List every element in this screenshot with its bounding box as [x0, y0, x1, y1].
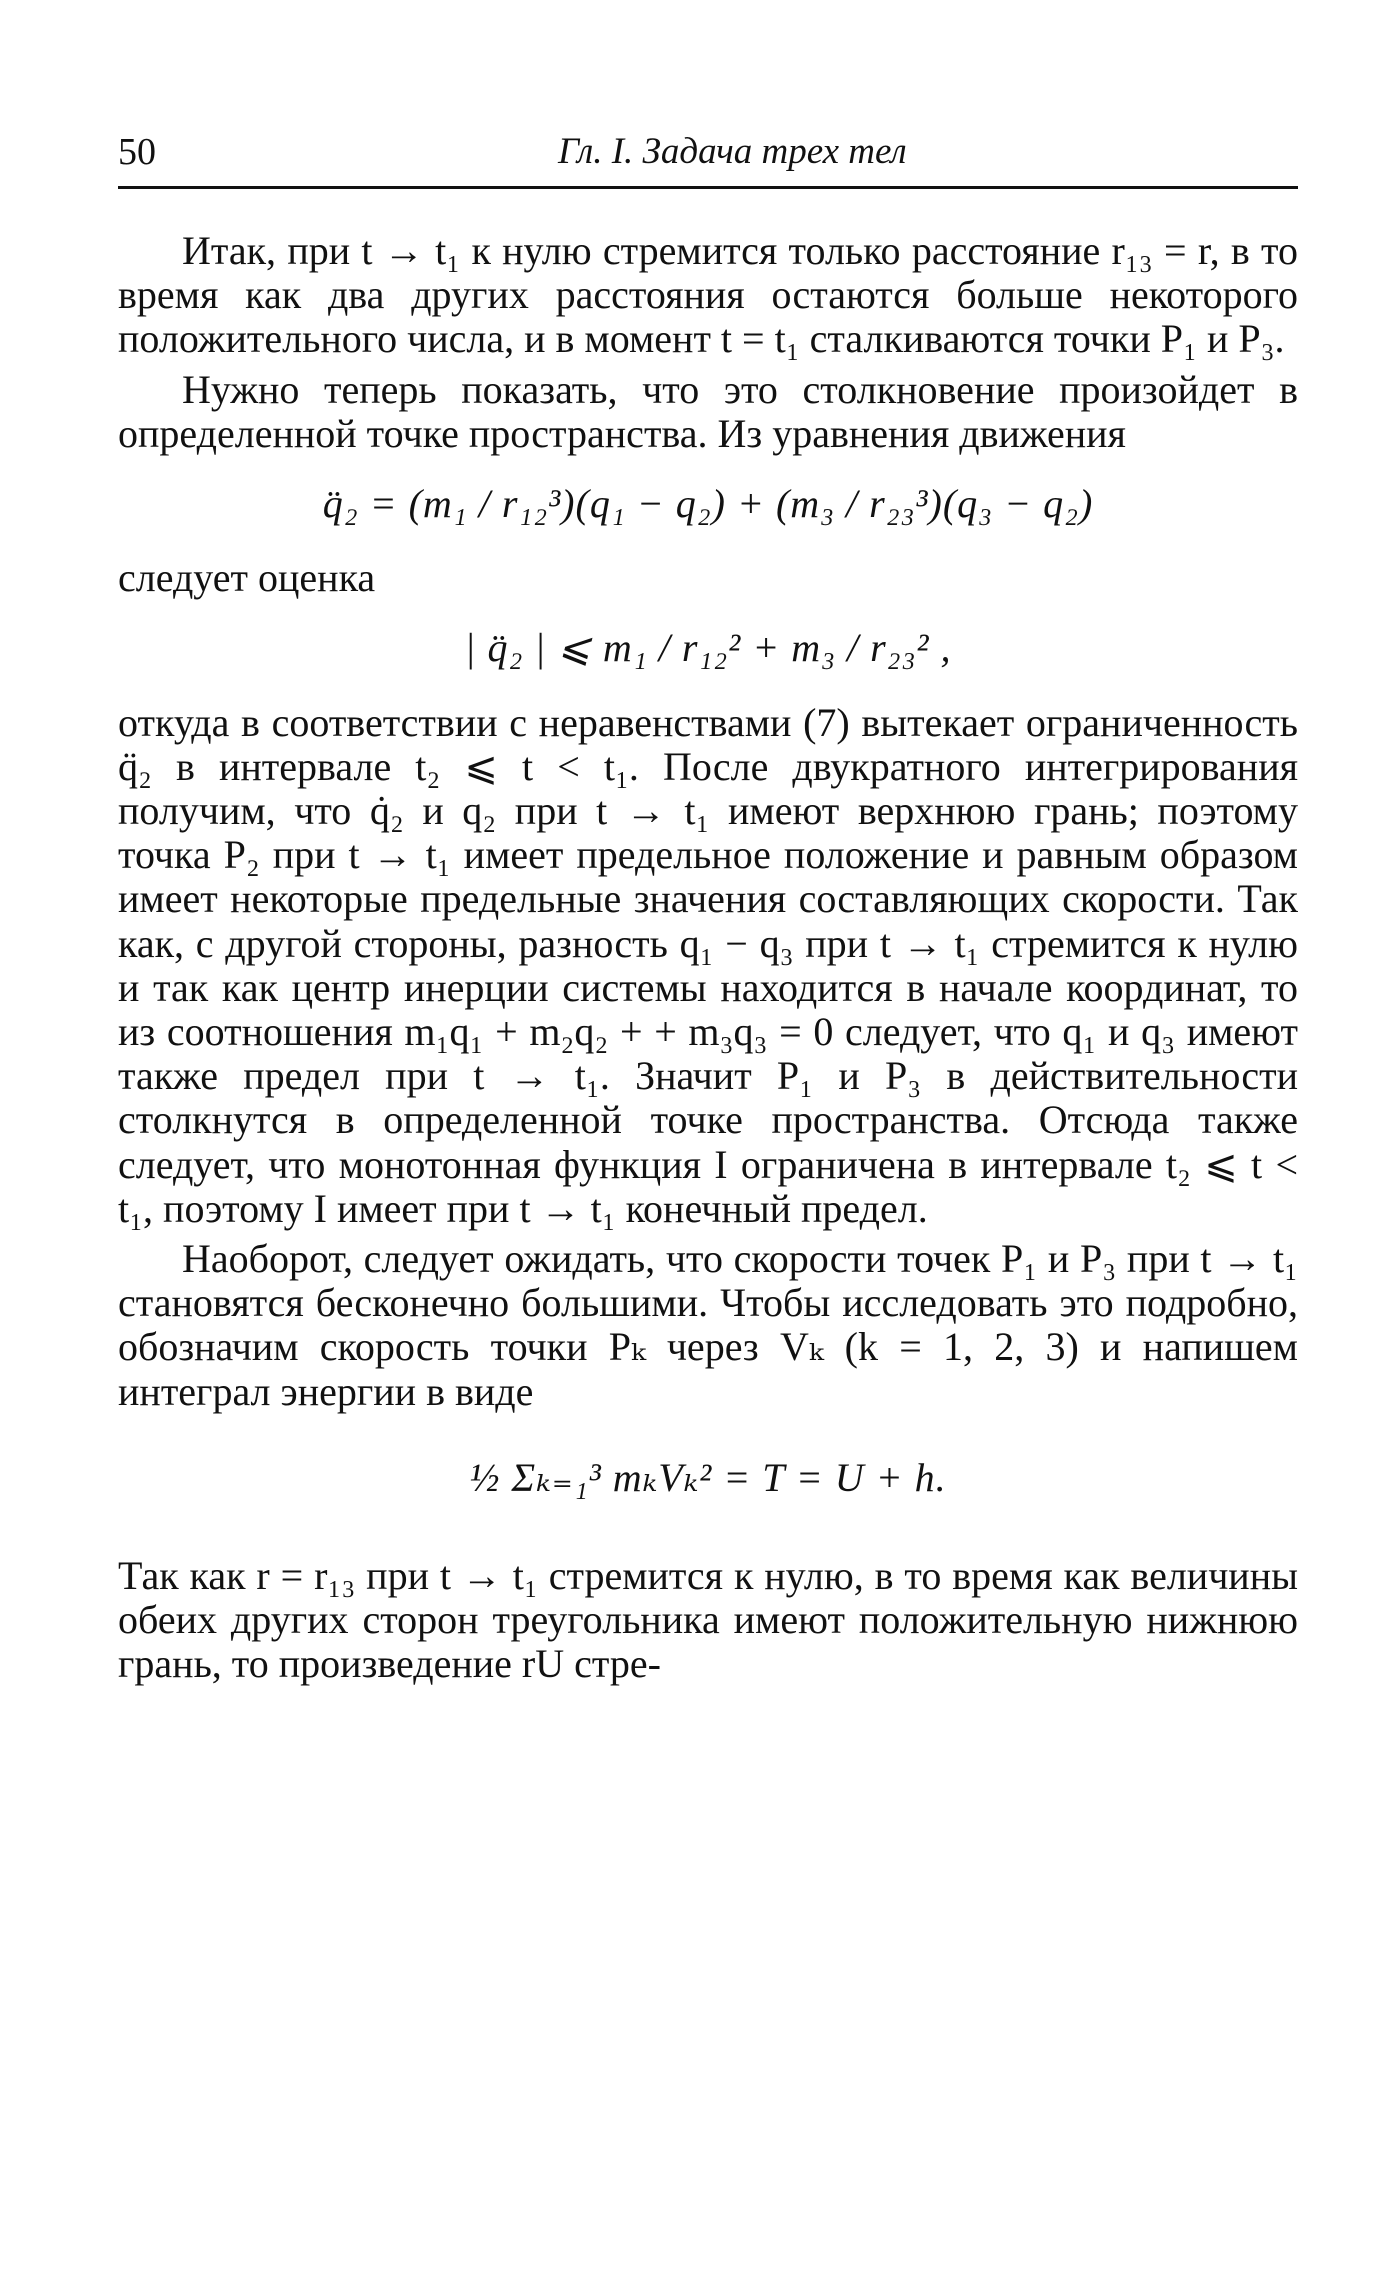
page-header	[118, 130, 1298, 189]
paragraph-6: Так как r = r₁₃ при t → t₁ стремится к нулю, в то время как величины обеих других сторон треугольника имеют положительную нижнюю грань, то произведение rU стре-	[118, 1553, 1298, 1687]
page-body	[118, 229, 1298, 1687]
estimate-inequality: | q̈₂ | ⩽ m₁ / r₁₂² + m₃ / r₂₃² ,	[464, 625, 952, 671]
page	[118, 130, 1298, 1693]
paragraph-5: Наоборот, следует ожидать, что скорости точек P₁ и P₃ при t → t₁ становятся бесконечно большими. Чтобы исследовать это подробно, обозначим скорость точки Pₖ через Vₖ (k = 1, 2, 3) и напишем интеграл энергии в виде	[118, 1236, 1298, 1414]
running-title: Гл. I. Задача трех тел	[558, 131, 907, 172]
paragraph-1: Итак, при t → t₁ к нулю стремится только расстояние r₁₃ = r, в то время как два других расстояния остаются больше некоторого положительного числа, и в момент t = t₁ сталкиваются точки P₁ и P₃.	[118, 228, 1298, 362]
equation-of-motion: q̈₂ = (m₁ / r₁₂³)(q₁ − q₂) + (m₃ / r₂₃³)(q₃ − q₂)	[322, 481, 1094, 527]
paragraph-4: откуда в соответствии с неравенствами (7) вытекает ограниченность q̈₂ в интервале t₂ ⩽ t < t₁. После двукратного интегрирования получим, что q̇₂ и q₂ при t → t₁ имеют верхнюю грань; поэтому точка P₂ при t → t₁ имеет предельное положение и равным образом имеет некоторые предельные значения составляющих скорости. Так как, с другой стороны, разность q₁ − q₃ при t → t₁ стремится к нулю и так как центр инерции системы находится в начале координат, то из соотношения m₁q₁ + m₂q₂ + + m₃q₃ = 0 следует, что q₁ и q₃ имеют также предел при t → t₁. Значит P₁ и P₃ в действительности столкнутся в определенной точке пространства. Отсюда также следует, что монотонная функция I ограничена в интервале t₂ ⩽ t < t₁, поэтому I имеет при t → t₁ конечный предел.	[118, 699, 1298, 1231]
paragraph-3: следует оценка	[118, 555, 376, 601]
paragraph-2: Нужно теперь показать, что это столкновение произойдет в определенной точке пространства. Из уравнения движения	[118, 366, 1298, 456]
energy-integral: ½ Σₖ₌₁³ mₖVₖ² = T = U + h.	[469, 1454, 947, 1500]
page-number: 50	[118, 131, 156, 173]
